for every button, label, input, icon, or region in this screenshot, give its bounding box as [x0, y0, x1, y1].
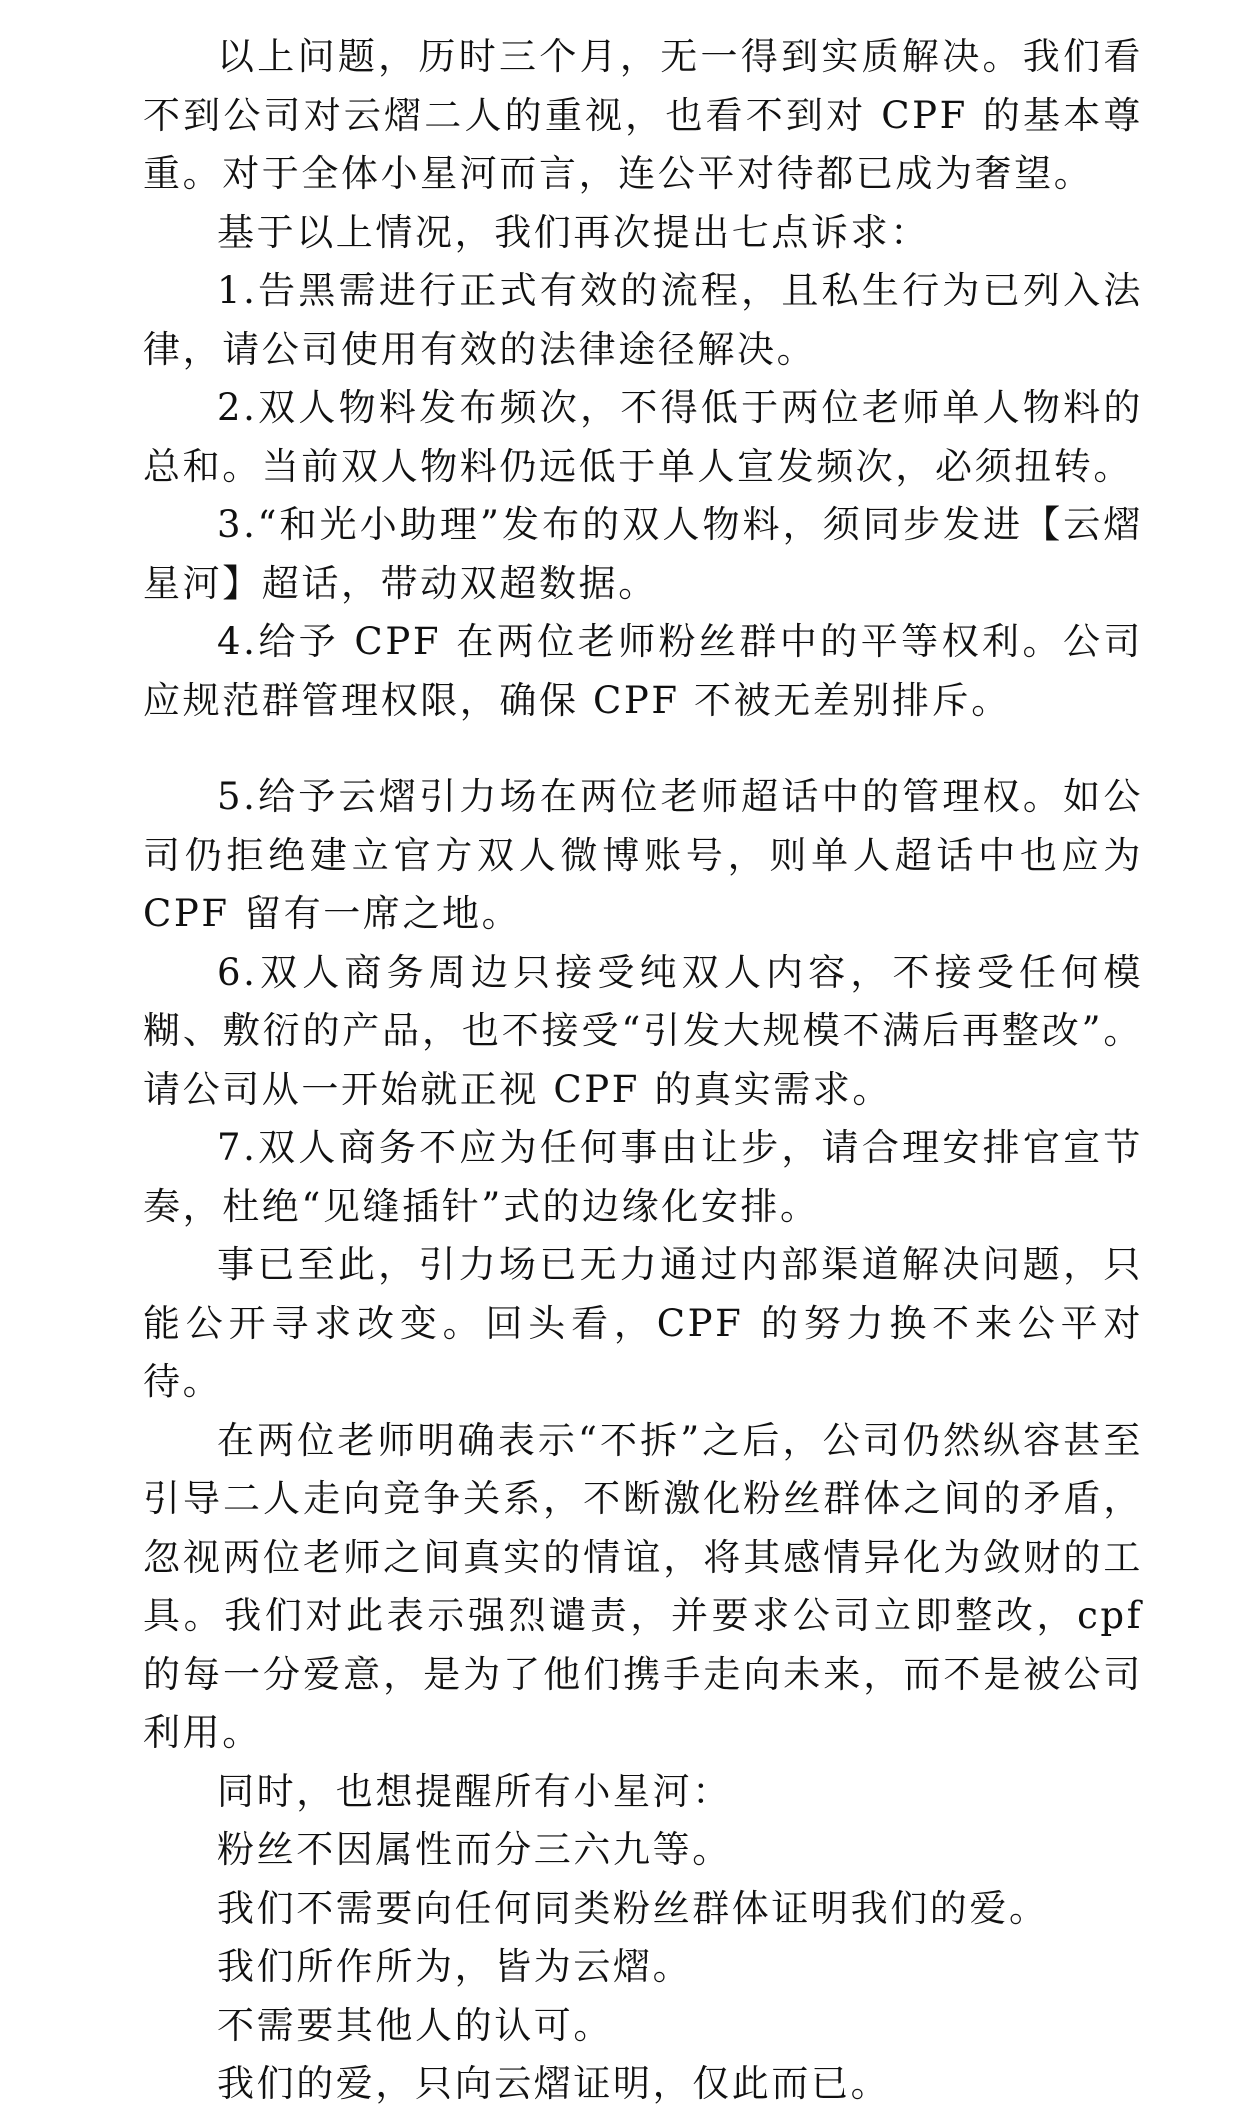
demand-item-6: 6.双人商务周边只接受纯双人内容，不接受任何模糊、敷衍的产品，也不接受“引发大规模不满后再整改”。请公司从一开始就正视 CPF 的真实需求。: [143, 950, 1143, 1111]
demand-item-5: 5.给予云熠引力场在两位老师超话中的管理权。如公司仍拒绝建立官方双人微博账号，则单人超话中也应为 CPF 留有一席之地。: [143, 775, 1143, 935]
paragraph-intro-demands: 基于以上情况，我们再次提出七点诉求：: [217, 210, 930, 254]
demand-item-7: 7.双人商务不应为任何事由让步，请合理安排官宣节奏，杜绝“见缝插针”式的边缘化安排。: [143, 1126, 1143, 1228]
demand-item-1: 1.告黑需进行正式有效的流程，且私生行为已列入法律，请公司使用有效的法律途径解决。: [143, 269, 1143, 371]
closing-line-5: 我们的爱，只向云熠证明，仅此而已。: [217, 2062, 891, 2105]
demand-item-2: 2.双人物料发布频次，不得低于两位老师单人物料的总和。当前双人物料仍远低于单人宣发频次，必须扭转。: [143, 386, 1143, 488]
demand-item-4: 4.给予 CPF 在两位老师粉丝群中的平等权利。公司应规范群管理权限，确保 CPF 不被无差别排斥。: [143, 620, 1143, 722]
paragraph-conclusion: 事已至此，引力场已无力通过内部渠道解决问题，只能公开寻求改变。回头看，CPF 的努力换不来公平对待。: [143, 1243, 1143, 1403]
closing-line-3: 我们所作所为，皆为云熠。: [217, 1945, 693, 1988]
paragraph-condemnation: 在两位老师明确表示“不拆”之后，公司仍然纵容甚至引导二人走向竞争关系，不断激化粉丝群体之间的矛盾，忽视两位老师之间真实的情谊，将其感情异化为敛财的工具。我们对此表示强烈谴责，并要求公司立即整改，cpf 的每一分爱意，是为了他们携手走向未来，而不是被公司利用。: [143, 1418, 1143, 1754]
closing-line-1: 粉丝不因属性而分三六九等。: [217, 1828, 732, 1871]
paragraph-reminder: 同时，也想提醒所有小星河：: [217, 1769, 732, 1813]
closing-line-4: 不需要其他人的认可。: [217, 2003, 613, 2047]
document-body: [143, 28, 1143, 2114]
closing-line-2: 我们不需要向任何同类粉丝群体证明我们的爱。: [217, 1886, 1049, 1930]
demand-item-3: 3.“和光小助理”发布的双人物料，须同步发进【云熠星河】超话，带动双超数据。: [143, 503, 1143, 605]
paragraph-summary: 以上问题，历时三个月，无一得到实质解决。我们看不到公司对云熠二人的重视，也看不到对 CPF 的基本尊重。对于全体小星河而言，连公平对待都已成为奢望。: [143, 35, 1143, 195]
